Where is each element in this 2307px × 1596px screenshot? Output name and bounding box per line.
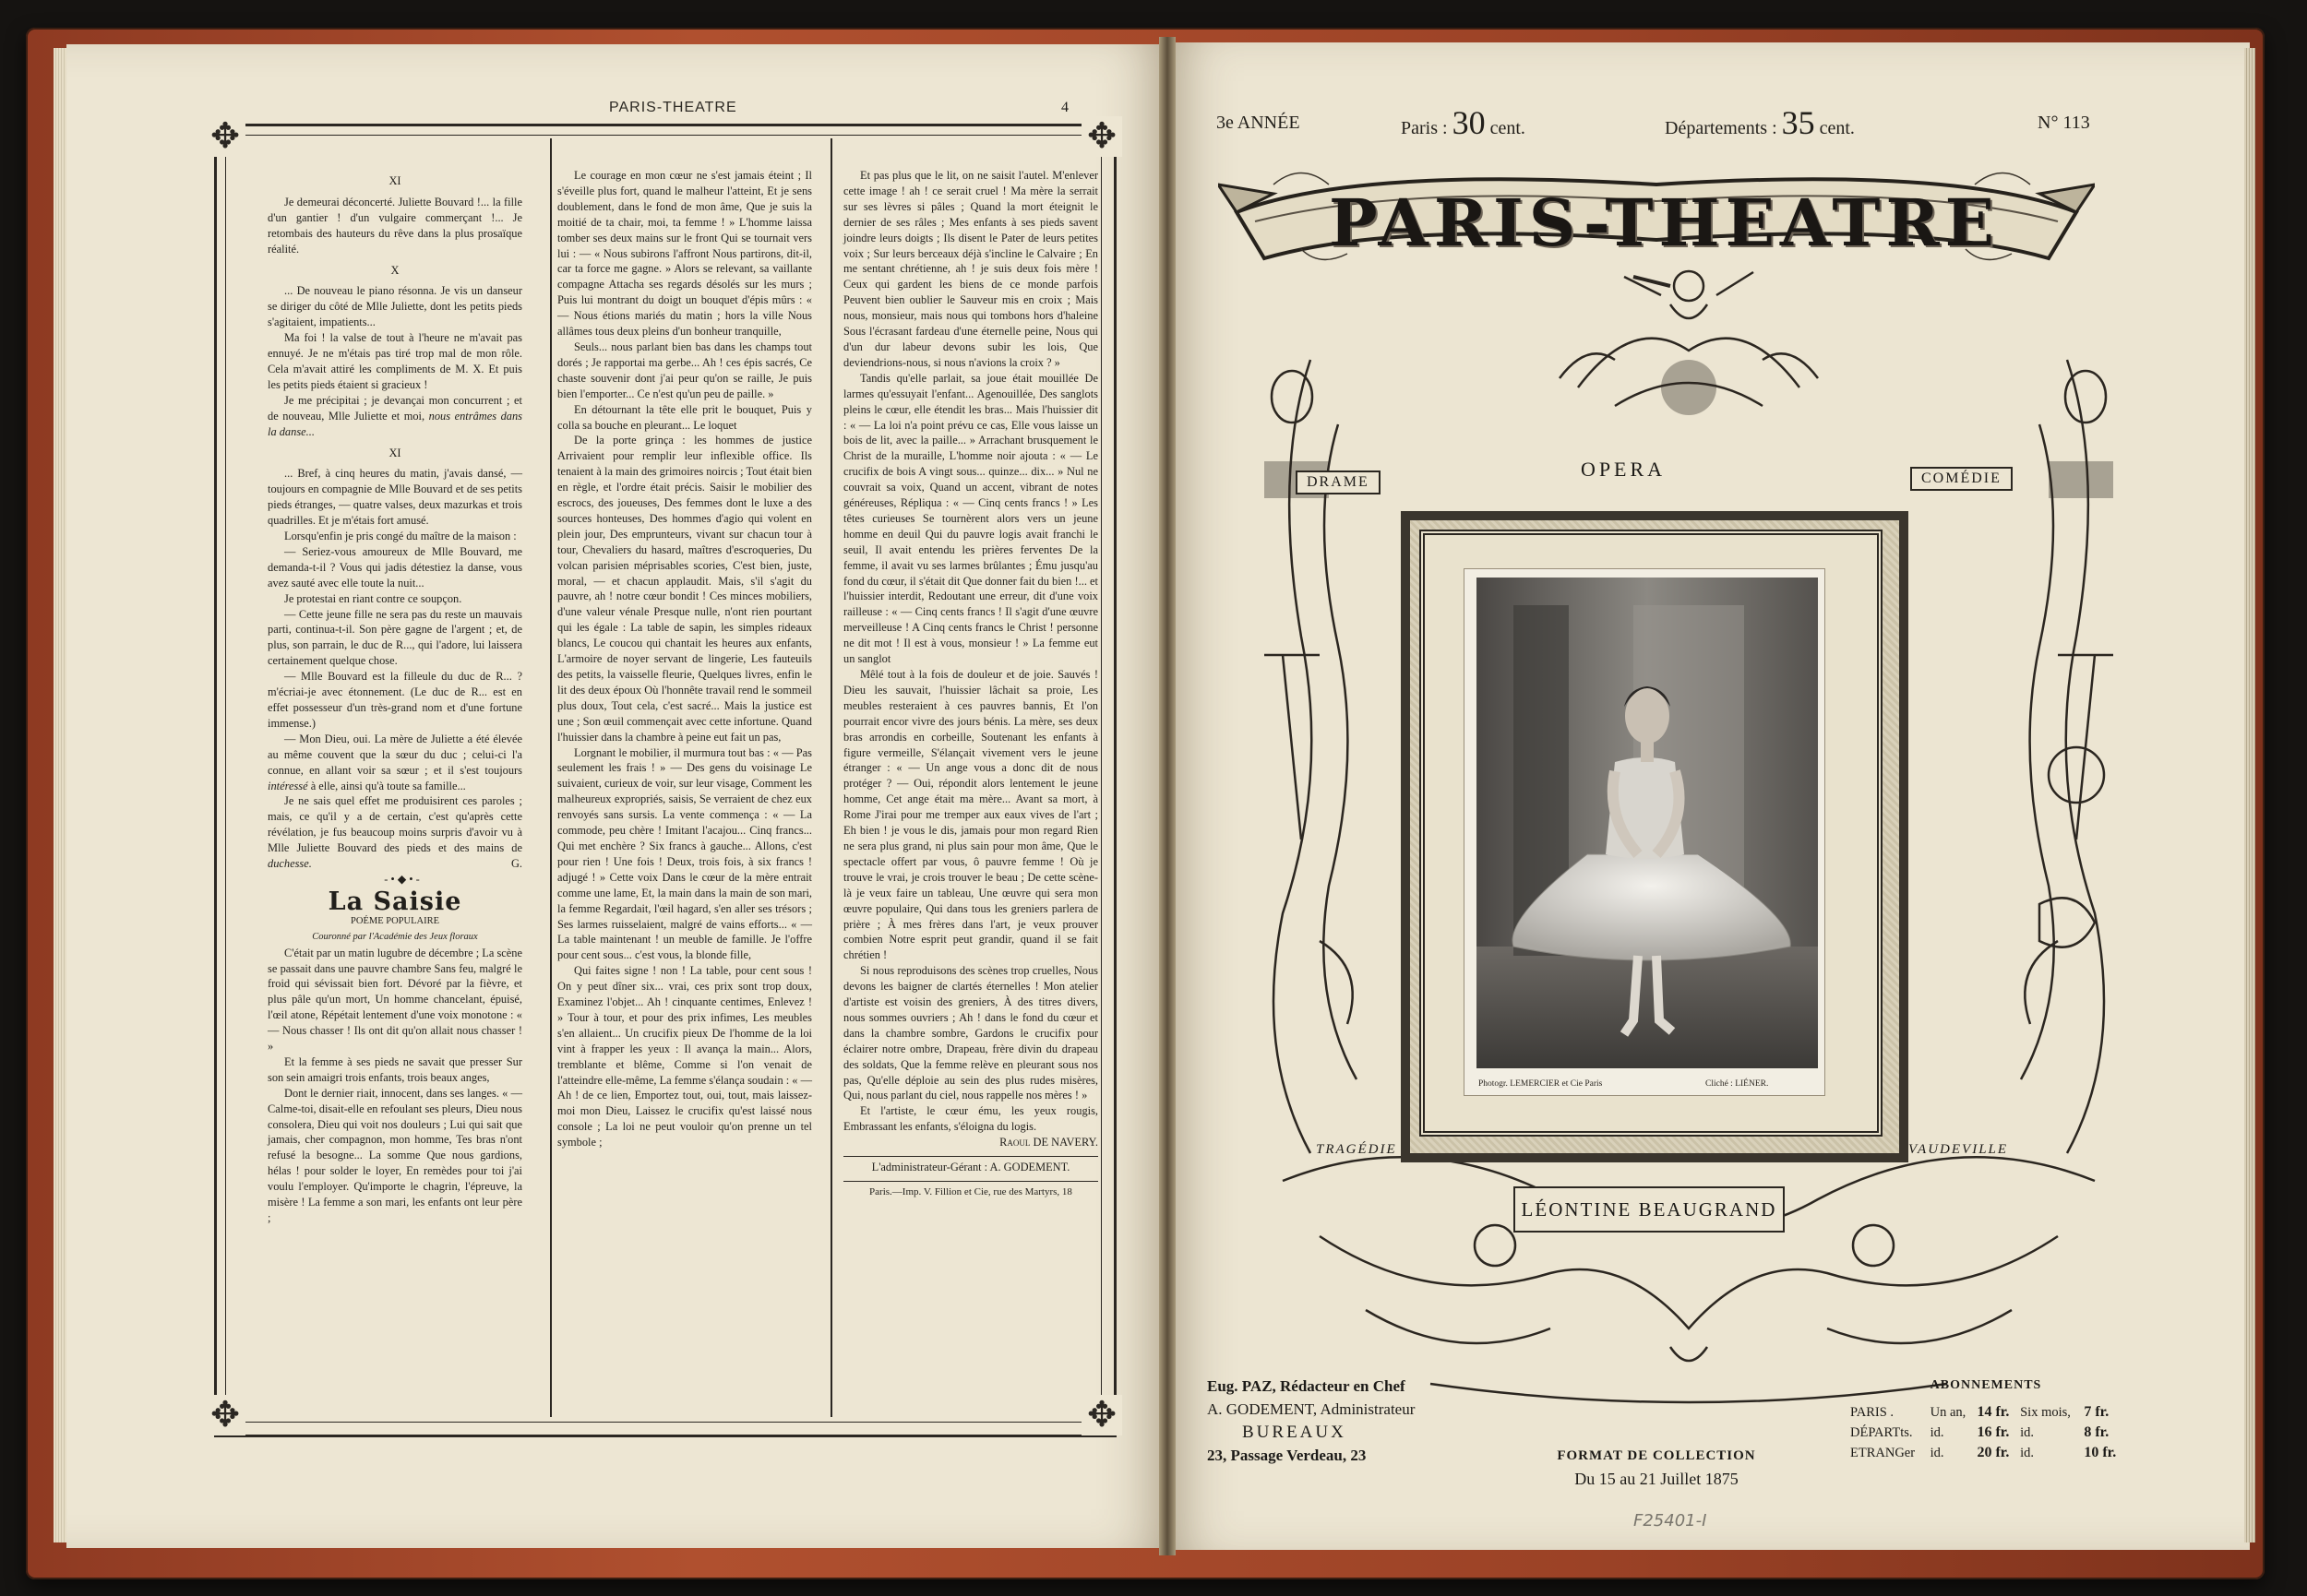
poem-stanza: Qui faites signe ! non ! La table, pour cent sous ! On y peut dîner six... vrai, ces prix sont trop doux, Examinez l'objet... Ah ! cinquante centimes, Enlevez ! » Tour à tour, et pour des prix infimes, Les meubles s'en allaient... Un crucifix pieux De l'homme de la loi vint à frapper les yeux : Il avança la main... Alors, tremblante et blême, Comme si l'on venait de l'atteindre elle-même, La femme s'élança soudain : « — Ah ! de ce lien, Emportez tout, oui, tout, mais laissez-moi mon Dieu, Laissez le crucifix qu'est laissé nous console ; La loi ne peut vouloir qu'on prenne un tel symbole ; xyxy=(557,964,812,1149)
printer-imprint: Paris.—Imp. V. Fillion et Cie, rue des Martyrs, 18 xyxy=(843,1181,1098,1200)
corner-ornament-icon: ✥ xyxy=(1082,116,1122,157)
date-line: Du 15 au 21 Juillet 1875 xyxy=(1574,1470,1739,1488)
poem-stanza: Mêlé tout à la fois de douleur et de joie. Sauvés ! Dieu les sauvait, l'huissier lâchait sa proie, Les meubles resteraient à ces pauvres bannis, Et l'on pourrait encor vivre des jours bénis. La mère, ses deux bras arrondis en corbeille, Soutenant les enfants à figure vermeille, S'élançait vivement vers le jeune étranger : « — Un ange vous a donc dit de nous protéger ? — Oui, répondit alors lentement le jeune homme, Cet ange était ma mère... Avant sa mort, à Rome J'irai pour me tremper aux eaux vives de l'art ; Eh bien ! je vous le dis, jamais pour mon regard Rien ne sera plus grand, ni plus sain pour mon âme, Que le spectacle offert par vous, ô pauvre femme ! Où je trouve le vrai, je crois trouver le beau ; De cette scène-là je veux faire un tableau, Une œuvre qui sera mon œuvre populaire, Qui dans tous les greniers parlera de prière ; À mes frères dans l'art, je veux prouver combien Notre esprit peut grandir, quand il se fait chrétien ! xyxy=(843,668,1098,962)
bureaux-label: BUREAUX xyxy=(1242,1423,1346,1442)
article-column-1 xyxy=(268,168,522,1226)
editorial-info xyxy=(1207,1375,1415,1467)
paragraph: Lorsqu'enfin je pris congé du maître de la maison : xyxy=(284,530,517,543)
column-rule xyxy=(831,138,832,1417)
format-label: FORMAT DE COLLECTION xyxy=(1557,1448,1756,1463)
corner-ornament-icon: ✥ xyxy=(1082,1395,1122,1435)
masthead-title: PARIS-THEATRE xyxy=(1329,185,2001,261)
poem-award: Couronné par l'Académie des Jeux floraux xyxy=(312,931,478,942)
poem-stanza: Et pas plus que le lit, on ne saisit l'autel. M'enlever cette image ! ah ! ce serait cruel ! Ma mère la serrait sur ses lèvres si pâles ; Quand la mort éteignit le dernier de ses râles ; Mes enfants à ses pieds savent joindre leurs doigts ; Ils disent le Pater de leurs petites voix ; Sur leurs berceaux déjà s'incline le Calvaire ; En me sentant chrétienne, ah ! je suis deux fois mère ! Ceux qui gardent les biens de ce monde parfois Peuvent bien oublier le Sauveur mis en croix ; Mais nous, monsieur, mais nous qui tombons hors d'haleine Sous l'écrasant fardeau d'une éternelle peine, Nous qui d'un dur labeur devons subir les lois, Que deviendrions-nous, si nous n'avions la croix ? » xyxy=(843,169,1098,369)
issue-number: N° 113 xyxy=(2038,113,2090,133)
poem-stanza: Tandis qu'elle parlait, sa joue était mouillée De larmes qu'essuyait l'enfant... Agenouillée, Des sanglots pleins le cœur, elle étendit les bras... Mais l'huissier dit : « — La loi n'a point prévu ce cas, Elle vous laisse un bois de lit, avec la paille... » Arrachant brusquement le Christ de la muraille, L'homme noir ajouta : « — Le crucifix de bois A vingt sous... quinze... dix... » Nul ne couvrait sa voix, Quand un accent, vibrant de notes généreuses, Répliqua : « — Cinq cents francs ! » Les têtes curieuses Se tournèrent alors vers un jeune homme en deuil Qui du pauvre logis avait franchi le seuil, Il avait entendu les prières ferventes De la femme, il avait vu ses larmes brûlantes ; Ému jusqu'au fond du cœur, il s'était dit Que donner fait du bien !... et l'huissier interdit, Redoutant une erreur, dit d'une voix railleuse : « — Cinq cents francs ! Il s'agit d'une œuvre merveilleuse ! A Cinq cents francs le Christ ! personne ne dit mot ! Il est à vous, monsieur ! » La femme eut un sanglot xyxy=(843,371,1098,666)
poem-subtitle: POÉME POPULAIRE xyxy=(351,915,439,926)
photographer-credit: Photogr. LEMERCIER et Cie Paris xyxy=(1478,1079,1603,1089)
article-column-3 xyxy=(843,168,1098,1206)
poem-stanza: Lorgnant le mobilier, il murmura tout bas : « — Pas seulement les frais ! » — Des gens du voisinage Le suivaient, curieux de voir, sur leur visage, Comment les malheureux expropriés, saisis, Se verraient de chez eux renvoyés sans sursis. La vente commença : « — La commode, peu chère ! Imitant l'acajou... Cinq francs... Qui met enchère ? Six francs à gauche... Allons, c'est pour rien ! Une fois ! Deux, trois fois, à six francs ! adjugé ! » Cette voix Dans le cœur de la mère entrait comme une lame, Et, la main dans la main de son mari, la femme Regardait, l'œil hagard, s'en aller ses trésors ; Ses larmes ruisselaient, malgré de vains efforts... « — La table maintenant ! un meuble de famille. Je l'offre pour cent sous... c'est vous, la blonde fille, xyxy=(557,745,812,962)
article-column-2 xyxy=(557,168,812,1150)
book-gutter xyxy=(1159,37,1176,1555)
issue-format xyxy=(1523,1448,1790,1489)
subscriptions-title: ABONNEMENTS xyxy=(1930,1378,2042,1392)
label-vaudeville: VAUDEVILLE xyxy=(1908,1142,2009,1157)
editor-line: Eug. PAZ, Rédacteur en Chef xyxy=(1207,1377,1405,1395)
poem-stanza: Seuls... nous parlant bien bas dans les champs tout dorés ; Je rapportai ma gerbe... Ah ! ces épis sacrés, Ce chaste souvenir dont j'ai peur qu'on se raille, Je puis bien l'emporter... Ce n'est qu'un peu de paille. » xyxy=(557,339,812,400)
table-row: DÉPARTts. id. 16 fr. id. 8 fr. xyxy=(1850,1424,2110,1440)
paragraph: Je me précipitai ; je devançai mon concurrent ; et de nouveau, Mlle Juliette et moi, nous entrâmes dans la danse... xyxy=(268,393,522,438)
administrator-line: A. GODEMENT, Administrateur xyxy=(1207,1400,1416,1418)
paragraph: Je demeurai déconcerté. Juliette Bouvard !... la fille d'un gantier ! d'un vulgaire commerçant !... Je retombais des hauteurs du rêve dans la plus prosaïque réalité. xyxy=(268,195,522,256)
section-heading: XI xyxy=(388,446,401,459)
poem-stanza: De la porte grinça : les hommes de justice Arrivaient pour remplir leur inflexible office. Ils tenaient à la main des grimoires noircis ; Tout était bien en règle, et l'ordre était précis. Saisir le mobilier des escrocs, des joueuses, Des femmes dont le luxe a des sources honteuses, Des hommes d'agio qui volent en plein jour, Des emprunteurs, vivant sur chacun tour à tour, Chevaliers du hasard, maîtres d'escroqueries, Du volcan parisien méprisables scories, C'est bien, juste, moral, — et chacun applaudit. Mais, s'il s'agit du pauvre, ah ! notre cœur bondit ! Ces minces mobiliers, d'une valeur vénale Presque nulle, n'ont rien pourtant qui les égale : La table de sapin, les simples rideaux blancs, Le coucou qui chantait les heures aux enfants, L'armoire de noyer servant de lingerie, Les fauteuils des petits, la vaisselle fleurie, Quelques livres, enfin le lit des deux époux Où l'honnête travail rend le sommeil plus doux, Tout cela, c'est sacré... Mais la justice est une ; Son œuil commençait avec cette infortune. Quand l'huissier dans la chambre à peine eut fait un pas, xyxy=(557,434,812,744)
page-number: 4 xyxy=(1061,100,1069,115)
divider-ornament: -•◆•- xyxy=(384,872,423,886)
poem-stanza: C'était par un matin lugubre de décembre ; La scène se passait dans une pauvre chambre Sans feu, malgré le froid qui sévissait bien fort. Dévoré par la fièvre, et plus pâle qu'un mort, Un homme chancelant, épuisé, l'œil atone, Répétait lentement d'une voix monotone : « — Nous chasser ! Ils ont dit qu'on allait nous chasser ! » xyxy=(268,946,522,1054)
label-tragedie: TRAGÉDIE xyxy=(1316,1142,1397,1157)
paragraph: Je protestai en riant contre ce soupçon. xyxy=(284,591,462,605)
column-rule xyxy=(550,138,552,1417)
paris-price: Paris : 30 cent. xyxy=(1401,104,1525,141)
author-signature: Raoul DE NAVERY. xyxy=(999,1136,1098,1149)
poem-stanza: Si nous reproduisons des scènes trop cruelles, Nous devons les baigner de clartés éternelles ! Mon atelier d'artiste est voisin des greniers, À des titres divers, nous sommes ouvriers ; Ah ! dans le fond du cœur et dans la chambre sombre, Gardons le crucifix pour éclairer notre ombre, Drapeau, frère divin du drapeau des soldats, Que la femme relève en pleurant sous nos pas, Qu'elle déploie au sein des plus rudes misères, Qui, nous parlant du ciel, nous rappelle nos mères ! » xyxy=(843,964,1098,1102)
table-row: ETRANGer id. 20 fr. id. 10 fr. xyxy=(1850,1445,2117,1460)
table-row: PARIS . Un an, 14 fr. Six mois, 7 fr. xyxy=(1850,1404,2110,1420)
subscriptions-table xyxy=(1847,1402,2124,1463)
running-head: PARIS-THEATRE xyxy=(609,100,737,115)
poem-stanza: En détournant la tête elle prit le bouquet, Puis y colla sa bouche en pleurant... Le loquet xyxy=(557,402,812,432)
paragraph: — Mlle Bouvard est la filleule du duc de R... ? m'écriai-je avec étonnement. (Le duc de R... est en effet possesseur d'un très-grand nom et d'une fortune immense.) xyxy=(268,670,522,730)
year-label: 3e ANNÉE xyxy=(1216,113,1300,133)
paragraph: — Seriez-vous amoureux de Mlle Bouvard, me demanda-t-il ? Vous qui jadis détestiez la danse, vous avez sauté avec elle toute la nuit... xyxy=(268,544,522,590)
page-edges-right xyxy=(2244,48,2255,1542)
paragraph: Je ne sais quel effet me produisirent ces paroles ; mais, ce qu'il y a de certain, c'est qu'après cette révélation, je fus beaucoup moins surpris d'avoir vu à Mlle Juliette Bouvard des pieds et des mains de duchesse. G. xyxy=(268,794,522,871)
paragraph: ... De nouveau le piano résonna. Je vis un danseur se diriger du côté de Mlle Juliette, dont les petits pieds s'agitaient, impatients... xyxy=(268,284,522,329)
section-heading: XI xyxy=(388,174,401,187)
paragraph: ... Bref, à cinq heures du matin, j'avais dansé, — toujours en compagnie de Mlle Bouvard et de ses petits pieds étranges, — quatre valses, deux mazurkas et trois quadrilles. Et je m'étais fort amusé. xyxy=(268,467,522,528)
label-opera: OPERA xyxy=(1580,458,1667,481)
section-heading: X xyxy=(390,263,400,277)
corner-ornament-icon: ✥ xyxy=(205,1395,245,1435)
label-drame: DRAME xyxy=(1296,470,1381,494)
poem-stanza: Et la femme à ses pieds ne savait que presser Sur son sein amaigri trois enfants, trois beaux anges, xyxy=(268,1054,522,1084)
dancer-photograph xyxy=(1476,578,1818,1068)
departements-price: Départements : 35 cent. xyxy=(1665,104,1855,141)
corner-ornament-icon: ✥ xyxy=(205,116,245,157)
label-comedie: COMÉDIE xyxy=(1910,467,2013,491)
paragraph: — Cette jeune fille ne sera pas du reste un mauvais parti, continua-t-il. Son père gagne de l'argent ; et, de plus, son parrain, le duc de R..., qui l'adore, lui laissera certainement quelque chose. xyxy=(268,607,522,668)
paragraph: — Mon Dieu, oui. La mère de Juliette a été élevée au même couvent que la sœur du duc ; celui-ci l'a connue, en allant voir sa sœur ; et il s'est toujours intéressé à elle, ainsi qu'à toute sa famille... xyxy=(268,732,522,792)
performer-name: LÉONTINE BEAUGRAND xyxy=(1513,1186,1785,1233)
pencil-call-number: F25401-I xyxy=(1633,1511,1707,1530)
paragraph: Ma foi ! la valse de tout à l'heure ne m'avait pas ennuyé. Je ne m'étais pas tiré trop mal de mon rôle. Cela m'avait attiré les compliments de M. X. Et puis les petits pieds étaient si gracieux ! xyxy=(268,331,522,391)
gerant-line: L'administrateur-Gérant : A. GODEMENT. xyxy=(843,1156,1098,1175)
poem-title: La Saisie xyxy=(328,887,462,916)
poem-stanza: Et l'artiste, le cœur ému, les yeux rougis, Embrassant les enfants, s'éloigna du logis. xyxy=(843,1104,1098,1134)
poem-stanza: Le courage en mon cœur ne s'est jamais éteint ; Il s'éveille plus fort, quand le malheur l'atteint, Et je sens doublement, dans le fond de mon âme, Que je suis la moitié de ta chair, moi, ta femme ! » L'homme laissa tomber ses deux mains sur le front Qui se tournait vers lui : — « Nous subirons l'affront Nous partirons, dit-il, car ta force me gagne. » Alors se relevant, sa vaillante compagne Attacha ses regards désolés sur les murs ; Puis lui montrant du doigt un bouquet d'épis mûrs : « — Nous étions mariés du matin ; hors la ville Nous allâmes tous deux pleins d'un bonheur tranquille, xyxy=(557,169,812,339)
subscriptions-box xyxy=(1847,1378,2124,1463)
cliche-credit: Cliché : LIÉNER. xyxy=(1705,1079,1769,1089)
office-address: 23, Passage Verdeau, 23 xyxy=(1207,1447,1367,1464)
poem-stanza: Dont le dernier riait, innocent, dans ses langes. « — Calme-toi, disait-elle en refoulant ses pleurs, Dieu nous consolera, Dieu qui voit nos douleurs ; Lui qui sait que jamais, cher compagnon, mon homme, Tes bras n'ont refusé la besogne... La somme Que nous gardions, hélas ! pour solder le loyer, En remèdes pour toi j'ai voulu l'employer. Qu'importe le chagrin, l'épreuve, la misère ! La femme a son mari, les enfants ont leur père ; xyxy=(268,1086,522,1224)
